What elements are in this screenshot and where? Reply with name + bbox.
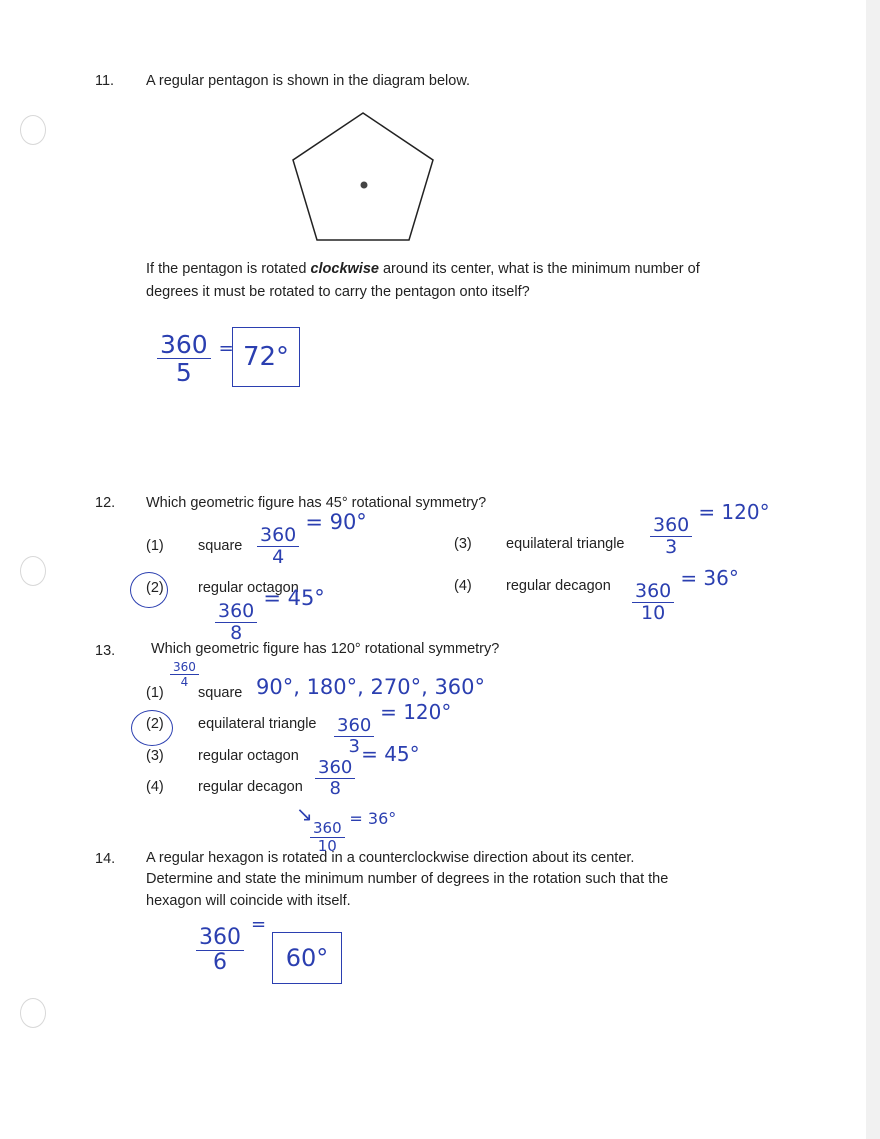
q12-choice-3-label: equilateral triangle (506, 536, 625, 552)
q14-answer-box: 60° (272, 932, 342, 984)
q14-line1: A regular hexagon is rotated in a counterclockwise direction about its center. (146, 850, 635, 866)
q13-choice-4-work: $\frac{360}{10}$ = 36° (310, 818, 396, 854)
q13-choice-4-label: regular decagon (198, 779, 303, 795)
q13-choice-1-label: square (198, 685, 243, 701)
q13-arrow-icon: ↘ (296, 802, 313, 826)
punch-hole (20, 115, 46, 145)
q12-choice-2-label: regular octagon (198, 580, 299, 596)
q12-choice-1-work: $\frac{360}{4}$ = 90° (257, 522, 367, 567)
q13-choice-3-num: (3) (146, 748, 164, 764)
q12-choice-3-work: $\frac{360}{3}$ = 120° (650, 512, 770, 557)
q12-selected-circle (130, 572, 168, 608)
q11-prompt: A regular pentagon is shown in the diagram below. (146, 73, 471, 89)
pentagon-diagram (285, 105, 445, 247)
q14-work: $\frac{360}{6}$ = (196, 925, 266, 974)
q12-number: 12. (95, 495, 116, 511)
q13-prompt: Which geometric figure has 120° rotational symmetry? (151, 641, 500, 657)
q13-number: 13. (95, 643, 116, 659)
q11-question-line1: If the pentagon is rotated clockwise around its center, what is the minimum number of (146, 261, 700, 277)
q13-choice-4-num: (4) (146, 779, 164, 795)
q13-choice-2-label: equilateral triangle (198, 716, 317, 732)
q13-choice-3-work: $\frac{360}{8}$ = 45° (315, 754, 420, 798)
punch-hole (20, 998, 46, 1028)
q11-answer-box: 72° (232, 327, 300, 387)
q12-prompt: Which geometric figure has 45° rotational symmetry? (146, 495, 487, 511)
page-edge (866, 0, 880, 1139)
q11-question-line2: degrees it must be rotated to carry the pentagon onto itself? (146, 284, 530, 300)
q12-choice-4-num: (4) (454, 578, 472, 594)
q12-choice-4-work: $\frac{360}{10}$ = 36° (632, 578, 739, 623)
q12-choice-1-num: (1) (146, 538, 164, 554)
q13-choice-1-work-result: 90°, 180°, 270°, 360° (256, 675, 486, 699)
q12-choice-2-work: $\frac{360}{8}$ = 45° (215, 598, 325, 643)
q13-choice-1-work-fraction: $\frac{360}{4}$ (170, 660, 199, 688)
q12-choice-1-label: square (198, 538, 243, 554)
q14-line2: Determine and state the minimum number of degrees in the rotation such that the (146, 871, 669, 887)
q13-selected-circle (131, 710, 173, 746)
punch-hole (20, 556, 46, 586)
q12-choice-3-num: (3) (454, 536, 472, 552)
pentagon-shape (293, 113, 433, 240)
pentagon-center-point (361, 182, 368, 189)
q12-choice-4-label: regular decagon (506, 578, 611, 594)
q13-choice-1-num: (1) (146, 685, 164, 701)
q11-work: $\frac{360}{5}$ = (157, 330, 234, 385)
q13-choice-2-work: $\frac{360}{3}$ = 120° (334, 712, 451, 756)
q11-number: 11. (95, 73, 115, 89)
q14-number: 14. (95, 851, 116, 867)
q12-choice-2-num: (2) (146, 580, 164, 596)
q13-choice-3-label: regular octagon (198, 748, 299, 764)
q13-choice-2-num: (2) (146, 716, 164, 732)
q14-line3: hexagon will coincide with itself. (146, 893, 351, 909)
